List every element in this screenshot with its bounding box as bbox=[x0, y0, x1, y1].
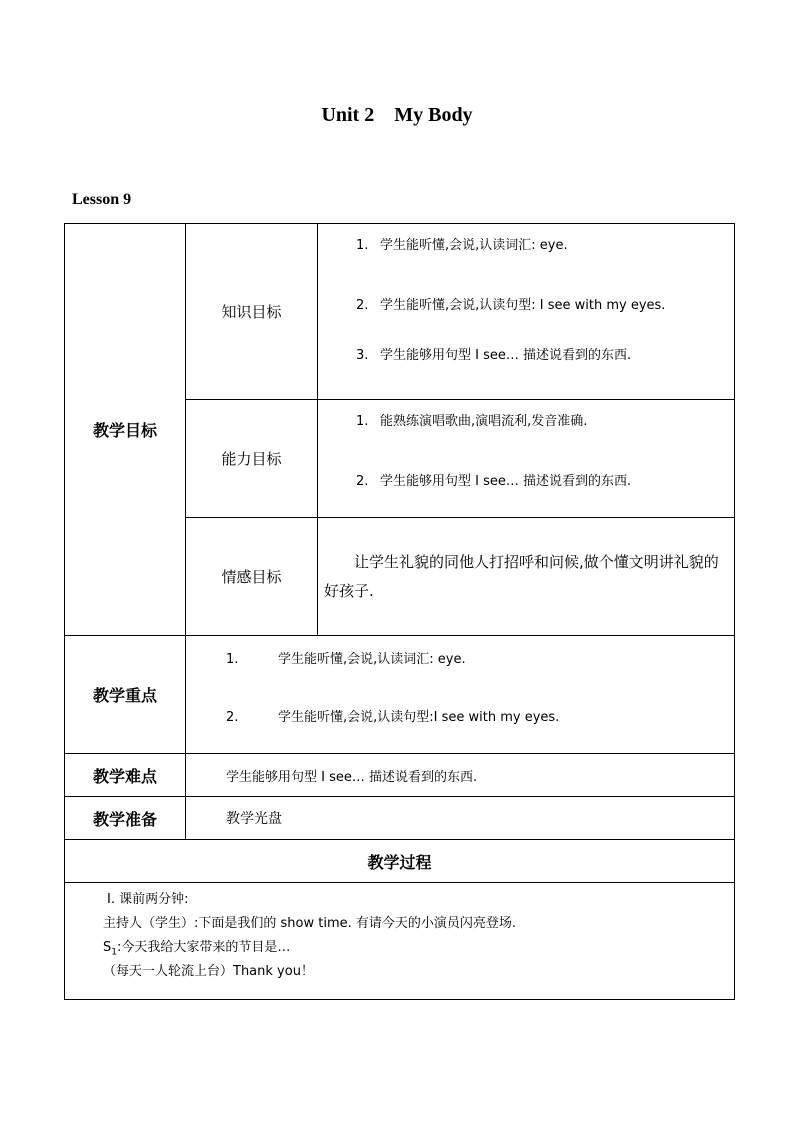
speaker-label: S bbox=[103, 940, 112, 955]
list-item: 2. 学生能够用句型 I see… 描述说看到的东西. bbox=[356, 474, 632, 489]
speaker-subscript: 1 bbox=[111, 947, 117, 958]
process-body bbox=[65, 883, 735, 1000]
difficulty-text-cell bbox=[186, 754, 735, 797]
list-item: 1. 能熟练演唱歌曲,演唱流利,发音准确. bbox=[356, 414, 588, 429]
knowledge-goal-list bbox=[318, 224, 735, 400]
preparation-text: 教学光盘 bbox=[226, 811, 282, 827]
ability-goal-label: 能力目标 bbox=[186, 400, 318, 518]
difficulty-text: 学生能够用句型 I see… 描述说看到的东西. bbox=[226, 769, 478, 785]
emotion-goal-text: 让学生礼貌的同他人打招呼和问候,做个懂文明讲礼貌的好孩子. bbox=[324, 552, 719, 600]
document-title: Unit 2 My Body bbox=[321, 104, 473, 126]
ability-goal-list bbox=[318, 400, 735, 518]
preparation-category: 教学准备 bbox=[65, 797, 186, 840]
objectives-knowledge-row bbox=[65, 224, 735, 400]
key-points-category: 教学重点 bbox=[65, 636, 186, 754]
process-line: 主持人（学生）:下面是我们的 show time. 有请今天的小演员闪亮登场. bbox=[103, 916, 517, 931]
lesson-heading: Lesson 9 bbox=[72, 191, 132, 208]
process-line bbox=[103, 936, 734, 960]
process-line: Ⅰ. 课前两分钟: bbox=[107, 892, 189, 907]
difficulty-category: 教学难点 bbox=[65, 754, 186, 797]
lesson-plan-table bbox=[64, 223, 735, 1000]
list-item: 1. 学生能听懂,会说,认读词汇: eye. bbox=[356, 238, 568, 253]
key-points-list bbox=[186, 636, 735, 754]
list-item: 3. 学生能够用句型 I see… 描述说看到的东西. bbox=[356, 348, 632, 363]
key-points-row bbox=[65, 636, 735, 754]
objectives-category: 教学目标 bbox=[65, 224, 186, 636]
list-item: 2. 学生能听懂,会说,认读句型: I see with my eyes. bbox=[356, 298, 666, 313]
process-header: 教学过程 bbox=[65, 840, 735, 883]
process-header-row bbox=[65, 840, 735, 883]
process-body-row bbox=[65, 883, 735, 1000]
preparation-text-cell bbox=[186, 797, 735, 840]
emotion-goal-label: 情感目标 bbox=[186, 518, 318, 636]
preparation-row bbox=[65, 797, 735, 840]
list-item: 2. 学生能听懂,会说,认读句型:I see with my eyes. bbox=[226, 710, 560, 725]
knowledge-goal-label: 知识目标 bbox=[186, 224, 318, 400]
emotion-goal-text-cell bbox=[318, 518, 735, 636]
difficulty-row bbox=[65, 754, 735, 797]
list-item: 1. 学生能听懂,会说,认读词汇: eye. bbox=[226, 652, 466, 667]
process-line: （每天一人轮流上台）Thank you！ bbox=[103, 964, 314, 979]
speaker-text: :今天我给大家带来的节目是… bbox=[117, 940, 291, 955]
